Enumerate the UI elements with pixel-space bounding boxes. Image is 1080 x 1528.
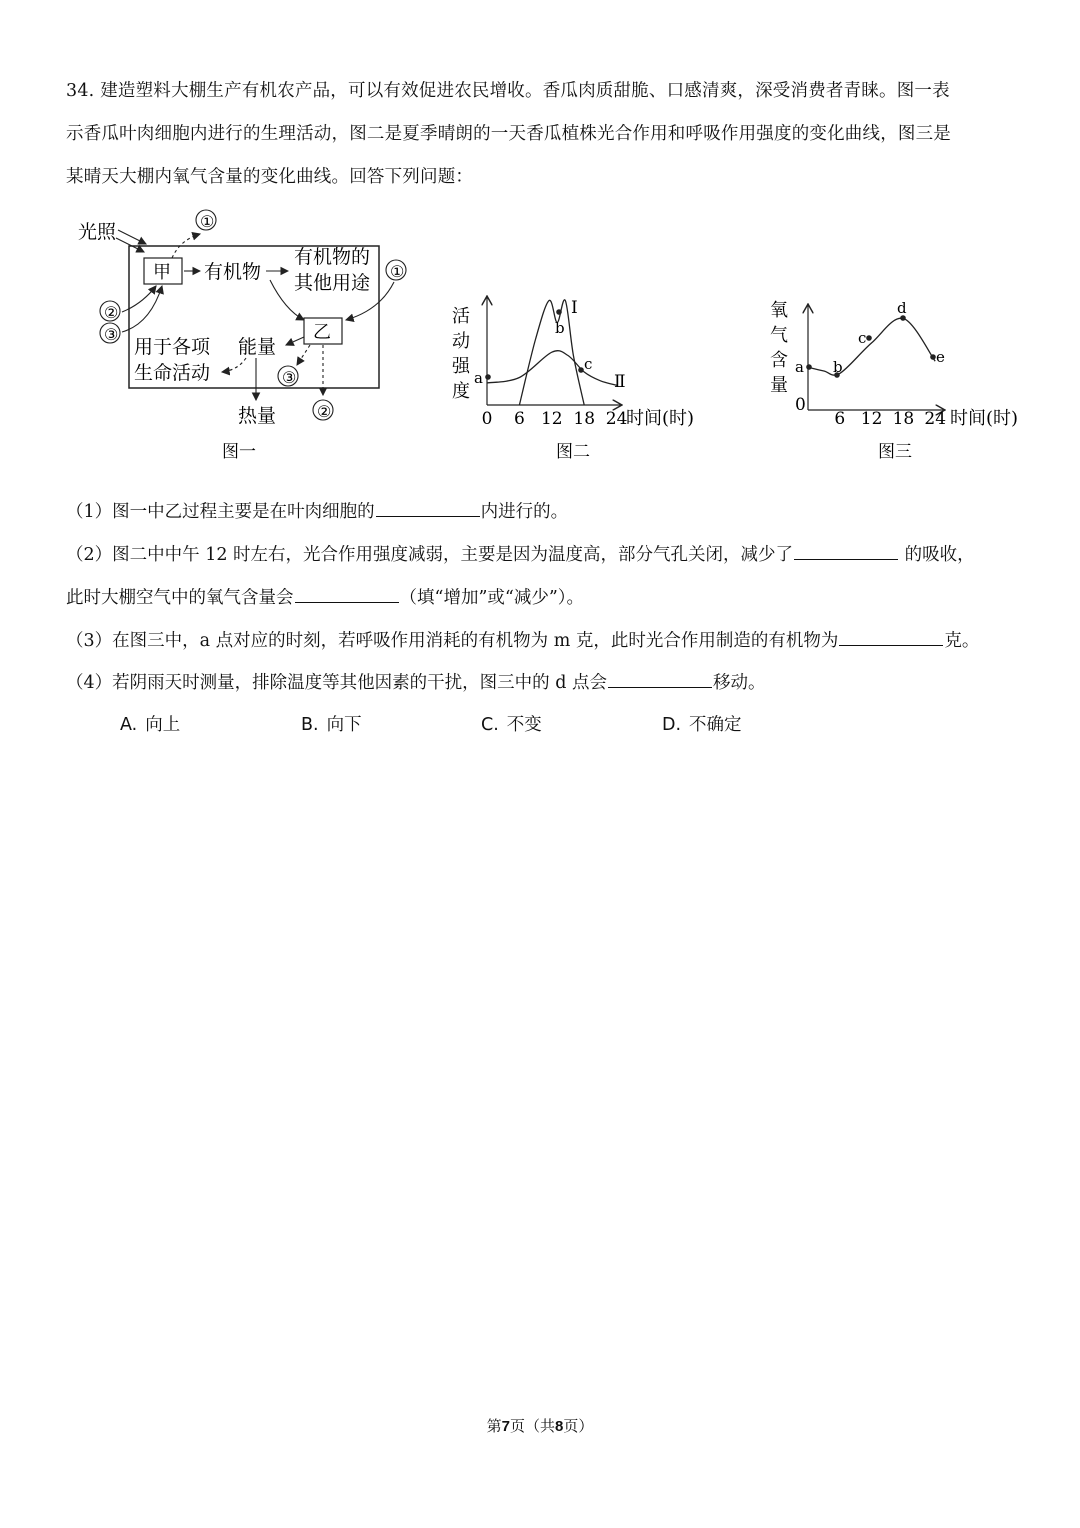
footer-pre: 第 <box>486 1417 502 1435</box>
fig3-point-a <box>806 364 812 370</box>
light-label: 光照 <box>78 221 117 243</box>
footer-page-number: 7 <box>501 1418 510 1435</box>
option-a-letter: A. <box>120 715 138 735</box>
footer-mid: 页（共 <box>509 1417 555 1435</box>
fig3-origin: 0 <box>795 395 806 415</box>
option-d-letter: D. <box>662 715 682 735</box>
fig2-label-I: Ⅰ <box>571 298 578 318</box>
fig3-label-a: a <box>795 358 804 376</box>
fig3-x-label: 时间(时) <box>950 408 1019 429</box>
option-d-text: 不确定 <box>689 715 742 735</box>
fig3-x-tick: 18 <box>892 409 915 429</box>
option-b-text: 向下 <box>326 715 362 735</box>
energy-label: 能量 <box>238 336 277 358</box>
fig2-label-II: Ⅱ <box>614 372 626 392</box>
circle-1-top: ① <box>200 212 215 231</box>
circle-2-left: ② <box>104 303 119 322</box>
figures <box>60 200 1030 475</box>
fig3-label-b: b <box>833 358 843 376</box>
q2-suffix: 的吸收， <box>899 545 975 565</box>
question-3 <box>66 627 979 652</box>
jia-label: 甲 <box>153 262 171 283</box>
circle-2-bottom: ② <box>317 402 332 421</box>
option-b-letter: B. <box>301 715 319 735</box>
fig3-x-tick: 24 <box>924 409 947 429</box>
fig2-point-b <box>556 309 562 315</box>
q2-answer-blank-1[interactable] <box>794 542 898 561</box>
fig2-y-label-char: 强 <box>452 356 470 377</box>
figure-1-diagram <box>78 210 406 462</box>
fig2-y-label-char: 动 <box>452 331 470 352</box>
fig3-label-d: d <box>897 299 907 317</box>
circle-3-bottom: ③ <box>282 368 297 387</box>
fig2-x-ticks <box>482 409 628 429</box>
fig2-label-c: c <box>584 355 593 373</box>
fig2-point-c <box>578 367 584 373</box>
figure-1-caption: 图一 <box>222 442 256 462</box>
fig3-y-label-char: 气 <box>770 325 788 346</box>
fig3-label-c: c <box>858 329 867 347</box>
question-2-line-2 <box>66 584 584 609</box>
figure-2-chart <box>452 296 694 462</box>
fig3-point-e <box>930 354 936 360</box>
yi-label: 乙 <box>313 322 331 343</box>
q4-answer-blank[interactable] <box>608 670 712 689</box>
intro-line-3: 某晴天大棚内氧气含量的变化曲线。回答下列问题： <box>66 167 474 187</box>
fig3-y-label-char: 氧 <box>770 300 788 321</box>
fig2-y-label-char: 活 <box>452 306 470 327</box>
fig2-x-tick: 6 <box>513 409 525 429</box>
life-activity-line1: 用于各项 <box>134 336 211 358</box>
q2-prefix: （2）图二中中午 12 时左右，光合作用强度减弱，主要是因为温度高，部分气孔关闭，减少了 <box>66 545 794 565</box>
q3-answer-blank[interactable] <box>839 628 943 647</box>
option-c[interactable] <box>481 711 542 736</box>
heat-label: 热量 <box>238 405 277 427</box>
q4-prefix: （4）若阴雨天时测量，排除温度等其他因素的干扰，图三中的 d 点会 <box>66 673 607 693</box>
fig3-y-label-char: 含 <box>770 350 788 371</box>
fig3-y-label <box>770 300 788 396</box>
fig3-x-tick: 6 <box>834 409 846 429</box>
option-c-letter: C. <box>481 715 499 735</box>
option-c-text: 不变 <box>506 715 542 735</box>
option-b[interactable] <box>301 711 362 736</box>
q3-suffix: 克。 <box>944 631 980 651</box>
fig2-label-a: a <box>474 369 483 387</box>
fig3-y-label-char: 量 <box>770 375 788 396</box>
fig3-label-e: e <box>936 348 945 366</box>
q2-line2-prefix: 此时大棚空气中的氧气含量会 <box>66 588 294 608</box>
option-d[interactable] <box>662 711 742 736</box>
footer-total-pages: 8 <box>555 1418 564 1435</box>
figure-3-caption: 图三 <box>878 442 912 462</box>
figure-2-caption: 图二 <box>556 442 590 462</box>
fig2-y-label <box>452 306 471 402</box>
fig2-x-label: 时间(时) <box>626 408 695 429</box>
fig2-point-a <box>485 374 491 380</box>
figure-3-chart <box>770 299 1018 462</box>
question-1 <box>66 498 568 523</box>
fig2-x-tick: 12 <box>540 409 563 429</box>
other-use-line2: 其他用途 <box>294 272 371 294</box>
other-use-line1: 有机物的 <box>294 246 371 268</box>
q2-line2-suffix: （填“增加”或“减少”）。 <box>399 588 585 608</box>
life-activity-line2: 生命活动 <box>134 362 211 384</box>
fig3-x-tick: 12 <box>860 409 883 429</box>
option-a-text: 向上 <box>145 715 181 735</box>
q2-answer-blank-2[interactable] <box>295 585 399 604</box>
intro-line-2: 示香瓜叶肉细胞内进行的生理活动，图二是夏季晴朗的一天香瓜植株光合作用和呼吸作用强度的变化曲线，图三是 <box>66 124 951 144</box>
fig2-y-label-char: 度 <box>452 381 470 402</box>
intro-line-1: 34. 建造塑料大棚生产有机农产品，可以有效促进农民增收。香瓜肉质甜脆、口感清爽，深受消费者青睐。图一表 <box>66 81 950 101</box>
q1-suffix: 内进行的。 <box>480 502 569 522</box>
q4-suffix: 移动。 <box>712 673 766 693</box>
fig2-x-tick: 24 <box>605 409 628 429</box>
fig3-x-ticks <box>834 409 946 429</box>
organic-label: 有机物 <box>204 261 262 283</box>
circle-1-right: ① <box>390 262 405 281</box>
fig2-x-tick: 0 <box>481 409 493 429</box>
page-footer <box>0 1415 1080 1436</box>
fig2-curve-II <box>487 351 617 386</box>
question-4 <box>66 669 765 694</box>
circle-3-left: ③ <box>104 325 119 344</box>
q1-answer-blank[interactable] <box>376 499 480 518</box>
fig3-point-c <box>866 335 872 341</box>
question-2 <box>66 541 975 566</box>
footer-post: 页） <box>563 1417 594 1435</box>
q3-prefix: （3）在图三中，a 点对应的时刻，若呼吸作用消耗的有机物为 m 克，此时光合作用制造的有机物为 <box>66 631 839 651</box>
question-intro <box>66 70 1021 199</box>
fig2-x-tick: 18 <box>573 409 596 429</box>
q1-prefix: （1）图一中乙过程主要是在叶肉细胞的 <box>66 502 375 522</box>
fig2-label-b: b <box>555 319 565 337</box>
fig3-curve <box>808 318 935 375</box>
option-a[interactable] <box>120 711 180 736</box>
